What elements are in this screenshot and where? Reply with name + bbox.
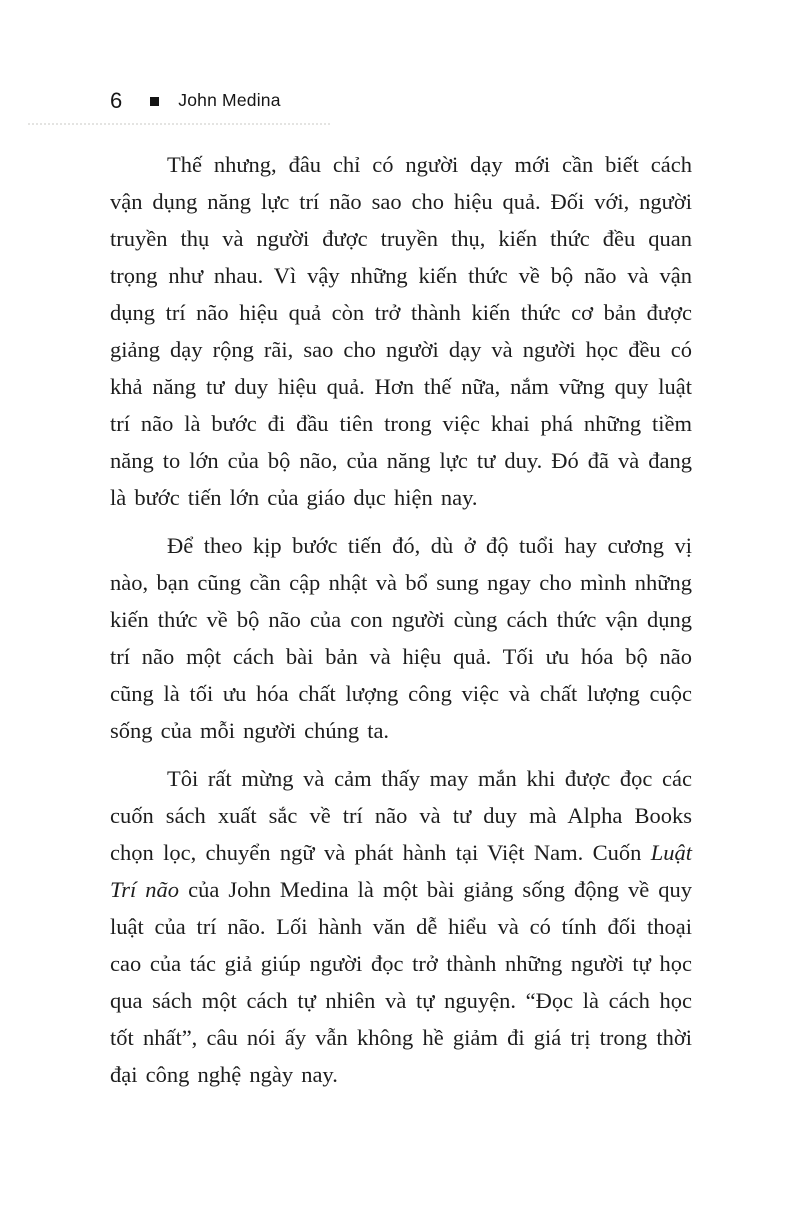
paragraph-3-text-after: của John Medina là một bài giảng sống động về quy luật của trí não. Lối hành văn dễ hiểu và có tính đối thoại cao của tác giả giúp người đọc trở thành những người tự học qua sách một cách tự nhiên và tự nguyện. “Đọc là cách học tốt nhất”, câu nói ấy vẫn không hề giảm đi giá trị trong thời đại công nghệ ngày nay. [110, 877, 693, 1087]
paragraph-1: Thế nhưng, đâu chỉ có người dạy mới cần biết cách vận dụng năng lực trí não sao cho hiệu quả. Đối với, người truyền thụ và người được truyền thụ, kiến thức đều quan trọng như nhau. Vì vậy những kiến thức về bộ não và vận dụng trí não hiệu quả còn trở thành kiến thức cơ bản được giảng dạy rộng rãi, sao cho người dạy và người học đều có khả năng tư duy hiệu quả. Hơn thế nữa, nắm vững quy luật trí não là bước đi đầu tiên trong việc khai phá những tiềm năng to lớn của bộ não, của năng lực tư duy. Đó đã và đang là bước tiến lớn của giáo dục hiện nay. [110, 152, 692, 510]
square-bullet-icon [150, 97, 159, 106]
header-dotted-rule [28, 123, 330, 125]
paragraph-2: Để theo kịp bước tiến đó, dù ở độ tuổi hay cương vị nào, bạn cũng cần cập nhật và bổ sung ngay cho mình những kiến thức về bộ não của con người cùng cách thức vận dụng trí não một cách bài bản và hiệu quả. Tối ưu hóa bộ não cũng là tối ưu hóa chất lượng công việc và chất lượng cuộc sống của mỗi người chúng ta. [110, 533, 692, 743]
running-header [110, 88, 692, 114]
page-body-text [110, 146, 692, 1093]
paragraph-3-text-before: Tôi rất mừng và cảm thấy may mắn khi được đọc các cuốn sách xuất sắc về trí não và tư duy mà Alpha Books chọn lọc, chuyển ngữ và phát hành tại Việt Nam. Cuốn [110, 766, 692, 865]
running-header-author: John Medina [178, 90, 281, 111]
page-number: 6 [110, 88, 123, 113]
paragraph-3 [110, 760, 692, 1093]
book-title-italic: Luật Trí não [110, 840, 692, 902]
